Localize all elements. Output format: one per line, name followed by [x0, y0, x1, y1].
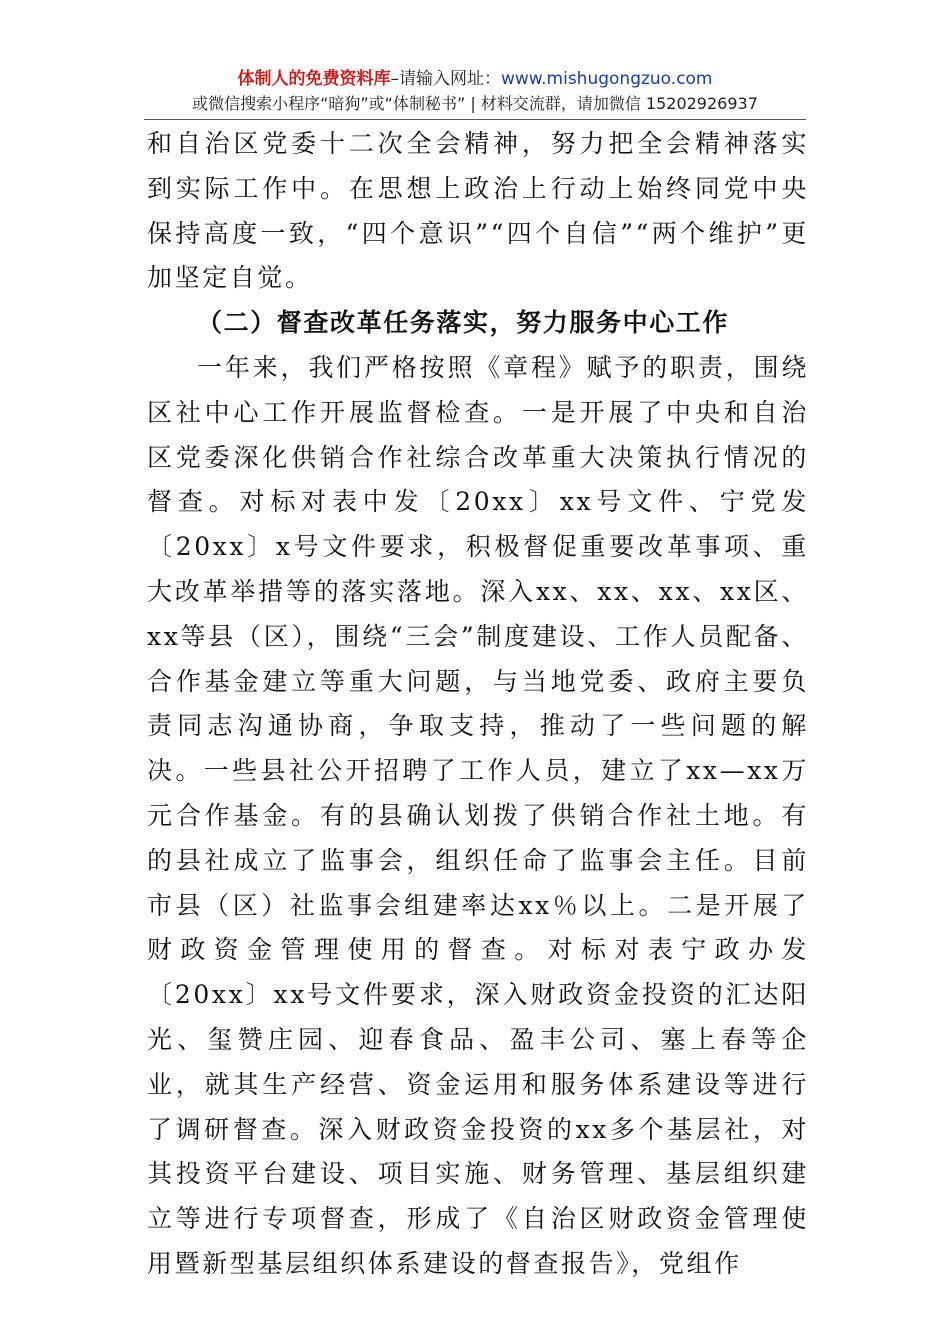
page-header	[0, 66, 950, 116]
document-body	[147, 122, 809, 1287]
header-divider	[144, 119, 806, 120]
paragraph-continuation: 和自治区党委十二次全会精神，努力把全会精神落实到实际工作中。在思想上政治上行动上始终同党中央保持高度一致，“四个意识”“四个自信”“两个维护”更加坚定自觉。	[147, 129, 809, 293]
paragraph-main: 一年来，我们严格按照《章程》赋予的职责，围绕区社中心工作开展监督检查。一是开展了中央和自治区党委深化供销合作社综合改革重大决策执行情况的督查。对标对表中发〔20xx〕xx号文件、宁党发〔20xx〕x号文件要求，积极督促重要改革事项、重大改革举措等的落实落地。深入xx、xx、xx、xx区、xx等县（区），围绕“三会”制度建设、工作人员配备、合作基金建立等重大问题，与当地党委、政府主要负责同志沟通协商，争取支持，推动了一些问题的解决。一些县社公开招聘了工作人员，建立了xx—xx万元合作基金。有的县确认划拨了供销合作社土地。有的县社成立了监事会，组织任命了监事会主任。目前市县（区）社监事会组建率达xx％以上。二是开展了财政资金管理使用的督查。对标对表宁政办发〔20xx〕xx号文件要求，深入财政资金投资的汇达阳光、玺赞庄园、迎春食品、盈丰公司、塞上春等企业，就其生产经营、资金运用和服务体系建设等进行了调研督查。深入财政资金投资的xx多个基层社，对其投资平台建设、项目实施、财务管理、基层组织建立等进行专项督查，形成了《自治区财政资金管理使用暨新型基层组织体系建设的督查报告》，党组作	[147, 352, 809, 1278]
url-prompt: –请输入网址：	[390, 69, 501, 89]
site-name: 体制人的免费资料库	[237, 69, 391, 89]
header-contact-line: 或微信搜索小程序“暗狗”或“体制秘书” | 材料交流群，请加微信 15202926937	[192, 94, 758, 113]
section-heading: （二）督查改革任务落实，努力服务中心工作	[197, 308, 730, 338]
site-url-link[interactable]: www.mishugongzuo.com	[500, 69, 713, 89]
header-banner	[0, 66, 950, 92]
